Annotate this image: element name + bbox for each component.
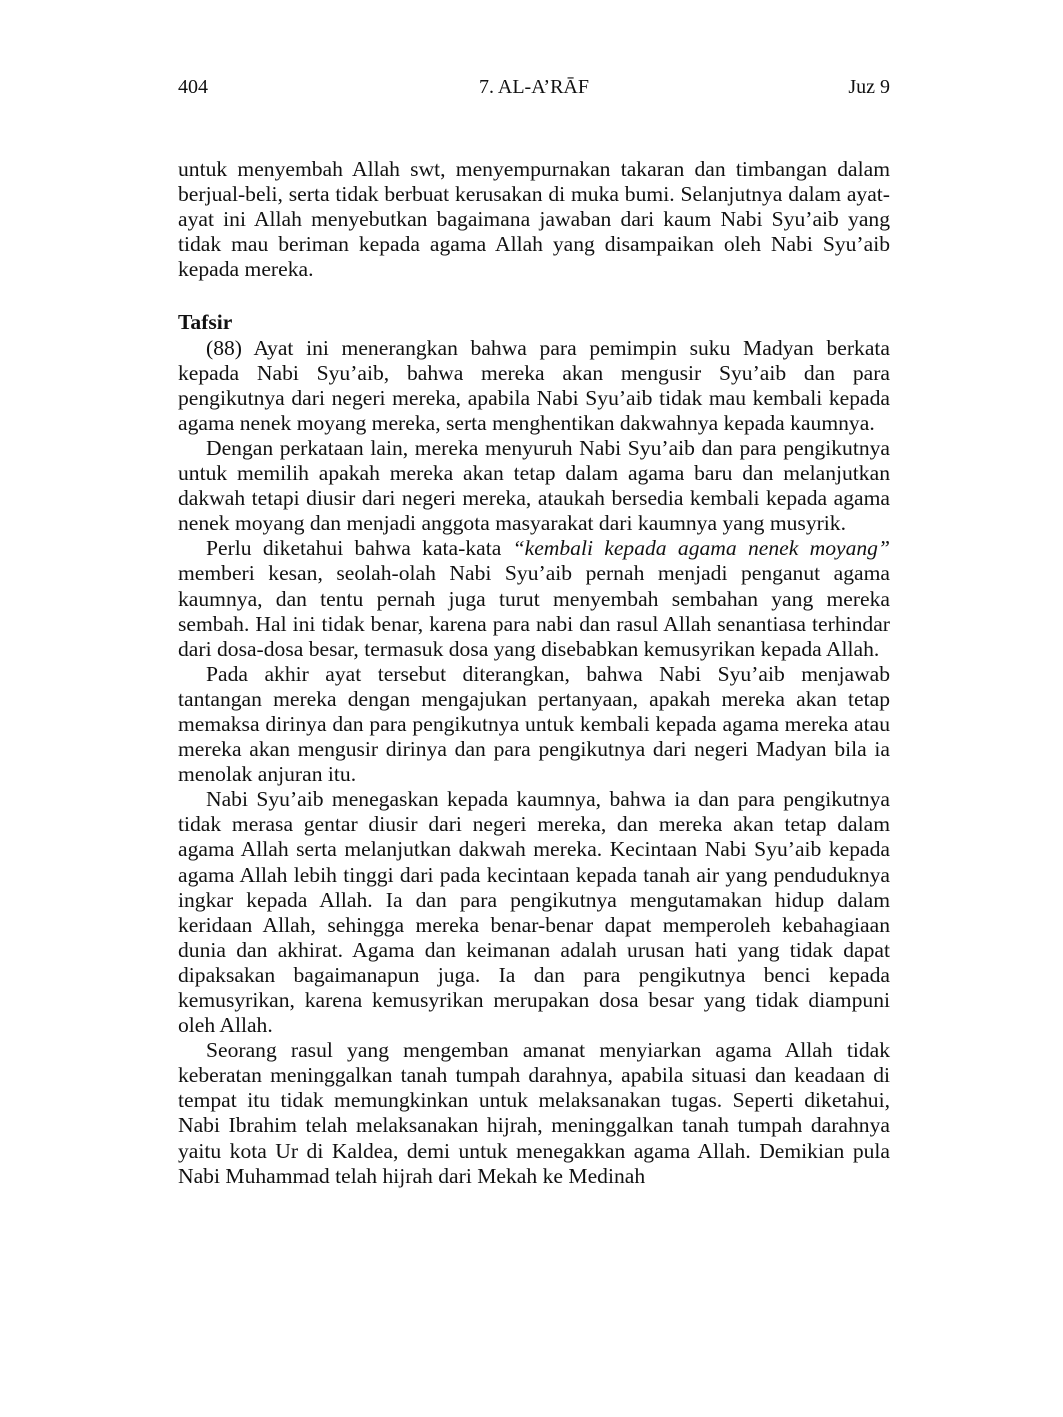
juz-label: Juz 9 [848,76,890,98]
intro-paragraph: untuk menyembah Allah swt, menyempurnakan takaran dan timbangan dalam berjual-beli, serta tidak berbuat kerusakan di muka bumi. Selanjutnya dalam ayat-ayat ini Allah menyebutkan bagaimana jawaban dari kaum Nabi Syu’aib yang tidak mau beriman kepada agama Allah yang disampaikan oleh Nabi Syu’aib kepada mereka. [178,157,890,282]
italic-quote: “kembali kepada agama nenek moyang” [512,536,890,561]
tafsir-paragraph-1: (88) Ayat ini menerangkan bahwa para pemimpin suku Madyan berkata kepada Nabi Syu’aib, bahwa mereka akan mengusir Syu’aib dan para pengikutnya dari negeri mereka, apabila Nabi Syu’aib tidak mau kembali kepada agama nenek moyang mereka, serta menghentikan dakwahnya kepada kaumnya. [178,335,890,435]
tafsir-paragraph-3 [178,536,890,661]
page-number: 404 [178,76,208,98]
tafsir-paragraph-2: Dengan perkataan lain, mereka menyuruh Nabi Syu’aib dan para pengikutnya untuk memilih apakah mereka akan tetap dalam agama baru dan melanjutkan dakwah tetapi diusir dari negeri mereka, ataukah bersedia kembali kepada agama nenek moyang dan menjadi anggota masyarakat dari kaumnya yang musyrik. [178,435,890,536]
paragraph-3-lead: Perlu diketahui bahwa kata-kata [206,536,513,561]
section-heading-tafsir: Tafsir [178,310,233,335]
paragraph-3-rest: memberi kesan, seolah-olah Nabi Syu’aib pernah menjadi penganut agama kaumnya, dan tentu pernah juga turut menyembah sembahan yang mereka sembah. Hal ini tidak benar, karena para nabi dan rasul Allah senantiasa terhindar dari dosa-dosa besar, termasuk dosa yang disebabkan kemusyrikan kepada Allah. [178,561,890,661]
page-header [178,76,890,106]
tafsir-paragraph-6: Seorang rasul yang mengemban amanat menyiarkan agama Allah tidak keberatan meninggalkan tanah tumpah darahnya, apabila situasi dan keadaan di tempat itu tidak memungkinkan untuk melaksanakan tugas. Seperti diketahui, Nabi Ibrahim telah melaksanakan hijrah, meninggalkan tanah tumpah darahnya yaitu kota Ur di Kaldea, demi untuk menegakkan agama Allah. Demikian pula Nabi Muhammad telah hijrah dari Mekah ke Medinah [178,1038,890,1188]
chapter-title: 7. AL-A’RĀF [478,76,589,98]
tafsir-paragraph-4: Pada akhir ayat tersebut diterangkan, bahwa Nabi Syu’aib menjawab tantangan mereka dengan mengajukan pertanyaan, apakah mereka akan tetap memaksa dirinya dan para pengikutnya untuk kembali kepada agama mereka atau mereka akan mengusir dirinya dan para pengikutnya dari negeri Madyan bila ia menolak anjuran itu. [178,661,890,787]
page-body [178,157,890,1189]
tafsir-paragraph-5: Nabi Syu’aib menegaskan kepada kaumnya, bahwa ia dan para pengikutnya tidak merasa gentar diusir dari negeri mereka, dan mereka akan tetap dalam agama Allah serta melanjutkan dakwah mereka. Kecintaan Nabi Syu’aib kepada agama Allah lebih tinggi dari pada kecintaan kepada tanah air yang penduduknya ingkar kepada Allah. Ia dan para pengikutnya mengutamakan hidup dalam keridaan Allah, sehingga mereka benar-benar dapat memperoleh kebahagiaan dunia dan akhirat. Agama dan keimanan adalah urusan hati yang tidak dapat dipaksakan bagaimanapun juga. Ia dan para pengikutnya benci kepada kemusyrikan, karena kemusyrikan merupakan dosa besar yang tidak diampuni oleh Allah. [178,787,890,1038]
